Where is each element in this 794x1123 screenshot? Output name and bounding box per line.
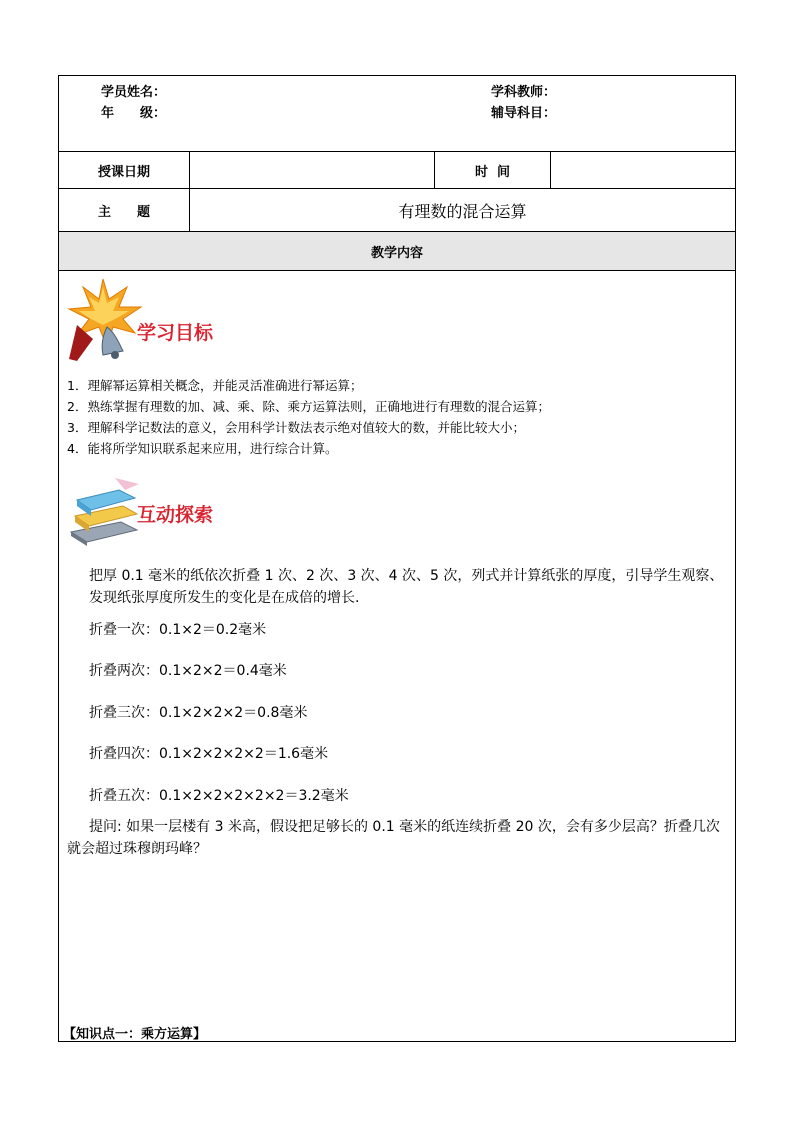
book-stack-icon <box>65 476 145 548</box>
explore-banner <box>65 476 265 556</box>
knowledge-point-heading: 【知识点一：乘方运算】 <box>63 1027 207 1042</box>
goal-item-1: 1．理解幂运算相关概念，并能灵活准确进行幂运算； <box>67 378 363 393</box>
explore-title: 互动探索 <box>137 504 214 526</box>
grade-label: 年 级： <box>101 106 167 121</box>
goal-item-3: 3．理解科学记数法的意义，会用科学计数法表示绝对值较大的数，并能比较大小； <box>67 420 525 435</box>
topic-label: 主 题 <box>59 189 190 231</box>
student-info-row <box>59 76 735 152</box>
topic-row <box>59 189 735 232</box>
explore-intro: 把厚 0.1 毫米的纸依次折叠 1 次、2 次、3 次、4 次、5 次，列式并计算纸张的厚度，引导学生观察、发现纸张厚度所发生的变化是在成倍的增长. <box>89 568 724 606</box>
content-body <box>59 271 735 1041</box>
lesson-plan-sheet <box>58 75 736 1042</box>
subject-teacher-label: 学科教师： <box>491 85 557 100</box>
fold-line-2: 折叠两次：0.1×2×2＝0.4毫米 <box>89 663 287 679</box>
tutoring-subject-label: 辅导科目： <box>491 106 557 121</box>
maple-leaf-bell-icon <box>63 277 145 363</box>
topic-value: 有理数的混合运算 <box>398 201 527 221</box>
goal-item-4: 4．能将所学知识联系起来应用，进行综合计算。 <box>67 441 338 456</box>
learning-goals-title: 学习目标 <box>137 322 214 344</box>
date-time-row <box>59 152 735 189</box>
explore-question: 提问: 如果一层楼有 3 米高，假设把足够长的 0.1 毫米的纸连续折叠 20 次，会有多少层高？折叠几次就会超过珠穆朗玛峰？ <box>67 819 720 857</box>
time-value-cell <box>551 152 735 188</box>
fold-line-5: 折叠五次：0.1×2×2×2×2×2＝3.2毫米 <box>89 788 349 804</box>
fold-line-1: 折叠一次：0.1×2＝0.2毫米 <box>89 622 267 638</box>
goal-item-2: 2．熟练掌握有理数的加、减、乘、除、乘方运算法则，正确地进行有理数的混合运算； <box>67 399 550 414</box>
fold-line-3: 折叠三次：0.1×2×2×2＝0.8毫米 <box>89 705 308 721</box>
fold-line-4: 折叠四次：0.1×2×2×2×2＝1.6毫米 <box>89 746 329 762</box>
learning-goals-banner <box>63 277 263 367</box>
content-header: 教学内容 <box>59 232 735 271</box>
date-label: 授课日期 <box>59 152 190 188</box>
student-name-label: 学员姓名： <box>101 85 167 100</box>
date-value-cell <box>190 152 435 188</box>
time-label: 时 间 <box>435 152 551 188</box>
